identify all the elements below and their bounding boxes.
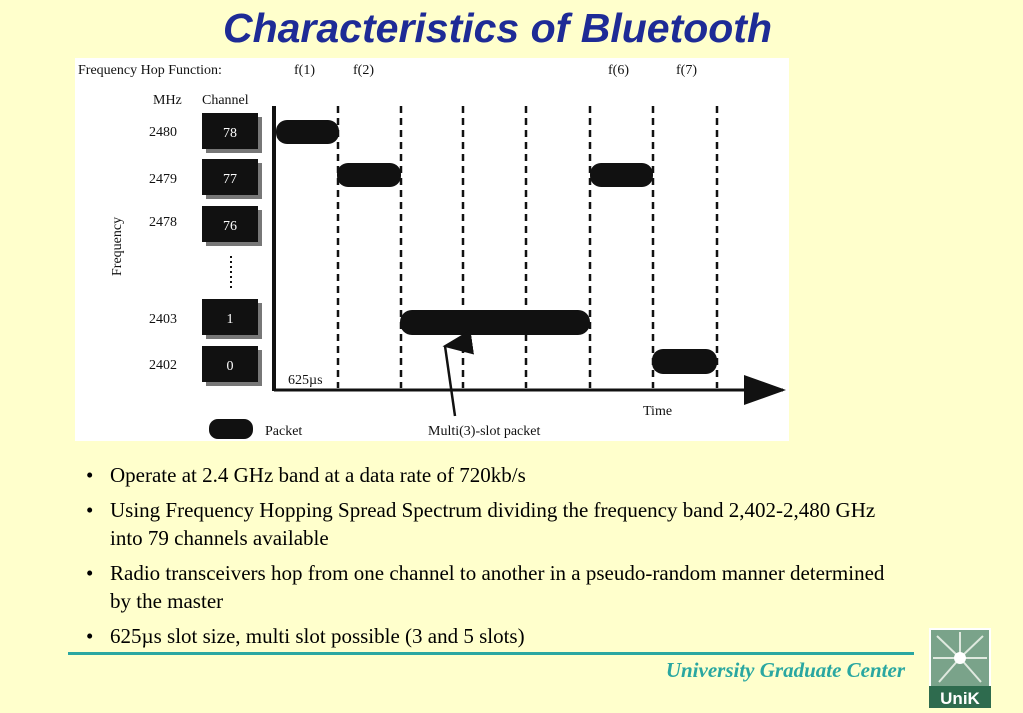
hop-label-f6: f(6) <box>608 63 629 78</box>
logo-text: UniK <box>940 689 980 708</box>
hop-label-f2: f(2) <box>353 63 374 78</box>
unik-logo <box>929 628 991 708</box>
bullet-dot: • <box>86 498 94 522</box>
slide-title: Characteristics of Bluetooth <box>222 5 773 51</box>
channel-header: Channel <box>202 93 249 108</box>
bullet-item <box>86 622 906 650</box>
bullet-text: Radio transceivers hop from one channel to another in a pseudo-random manner determined by the master <box>110 561 885 613</box>
hop-label-f1: f(1) <box>294 63 315 78</box>
channel-number: 0 <box>226 359 234 374</box>
channel-box <box>202 113 262 153</box>
bullet-dot: • <box>86 463 94 487</box>
packet-slot-2 <box>337 163 401 187</box>
channel-number: 77 <box>223 172 237 187</box>
bullet-text: 625µs slot size, multi slot possible (3 and 5 slots) <box>110 624 525 648</box>
hop-function-label: Frequency Hop Function: <box>78 63 222 78</box>
bullet-dot: • <box>86 624 94 648</box>
mhz-label: 2402 <box>149 358 177 373</box>
diagram-canvas <box>75 58 789 441</box>
mhz-label: 2478 <box>149 215 177 230</box>
packet-slot-7 <box>652 349 717 374</box>
hop-label-f7: f(7) <box>676 63 697 78</box>
multi-slot-label: Multi(3)-slot packet <box>428 424 541 439</box>
slot-size-label: 625µs <box>288 373 323 388</box>
bullet-item <box>86 496 906 552</box>
channel-number: 1 <box>226 312 234 327</box>
logo-graphic <box>929 628 991 708</box>
frequency-hopping-diagram <box>75 58 789 441</box>
channel-box <box>202 206 262 246</box>
mhz-label: 2480 <box>149 125 177 140</box>
footer-divider <box>68 652 914 655</box>
channel-box <box>202 299 262 339</box>
mhz-label: 2403 <box>149 312 177 327</box>
multi-slot-arrow <box>445 346 455 416</box>
multi-slot-packet <box>400 310 590 335</box>
bullet-text: Operate at 2.4 GHz band at a data rate of 720kb/s <box>110 463 526 487</box>
packet-slot-6 <box>590 163 653 187</box>
bullet-item <box>86 559 906 615</box>
mhz-label: 2479 <box>149 172 177 187</box>
y-axis-label: Frequency <box>110 216 125 276</box>
legend-packet-label: Packet <box>265 424 303 439</box>
footer-institution: University Graduate Center <box>665 658 905 682</box>
legend-packet-swatch <box>209 419 253 439</box>
bullet-dot: • <box>86 561 94 585</box>
packet-slot-1 <box>276 120 339 144</box>
channel-number: 76 <box>223 219 237 234</box>
bullet-item <box>86 461 906 489</box>
channel-box <box>202 159 262 199</box>
x-axis-label: Time <box>643 404 673 419</box>
bullet-list <box>86 461 906 657</box>
mhz-header: MHz <box>153 93 182 108</box>
channel-box <box>202 346 262 386</box>
slot-boundaries <box>338 106 717 388</box>
channel-number: 78 <box>223 126 237 141</box>
bullet-text: Using Frequency Hopping Spread Spectrum dividing the frequency band 2,402-2,480 GHz into 79 channels available <box>110 498 876 550</box>
